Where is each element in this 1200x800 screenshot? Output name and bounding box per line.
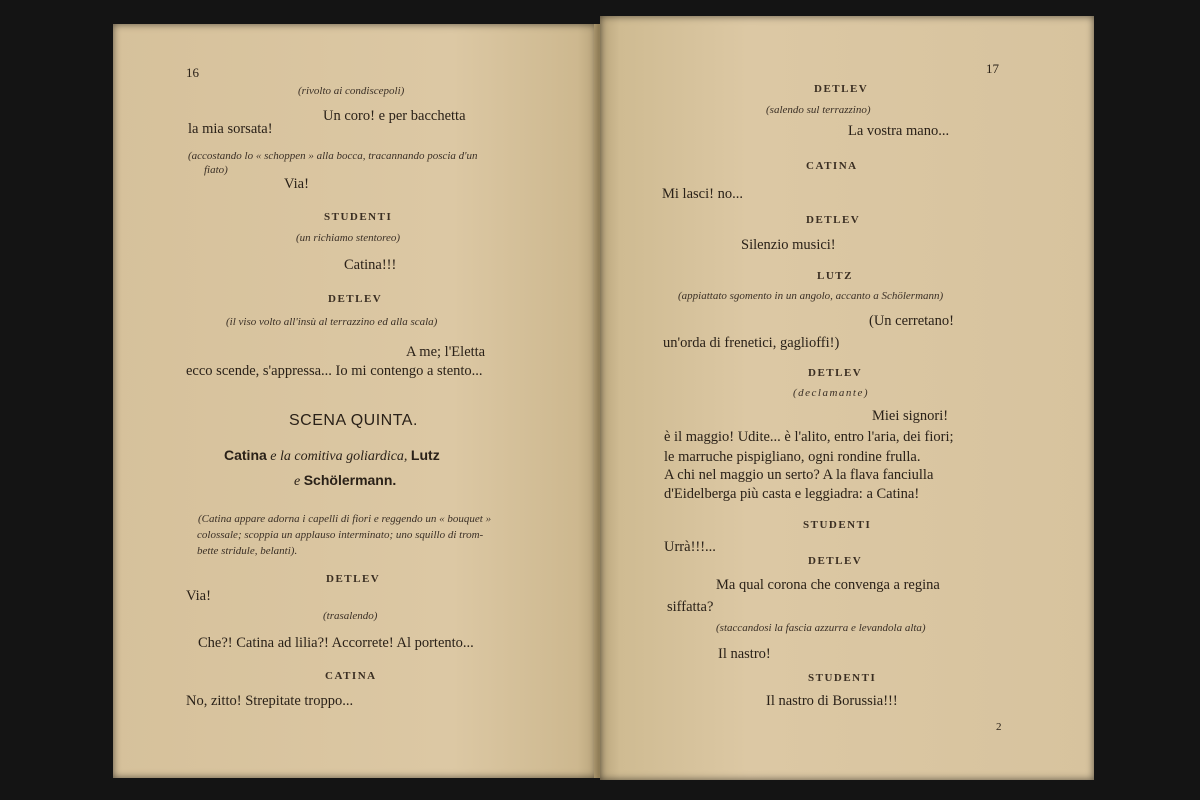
stage-direction: (salendo sul terrazzino) xyxy=(766,104,871,116)
verse-line: Miei signori! xyxy=(872,408,949,424)
stage-direction: (Catina appare adorna i capelli di fiori e reggendo un « bouquet » xyxy=(198,513,492,525)
verse-line: un'orda di frenetici, gaglioffi!) xyxy=(663,335,840,351)
stage-direction: (rivolto ai condiscepoli) xyxy=(298,85,405,97)
speaker-name: DETLEV xyxy=(806,214,861,226)
verse-line: A me; l'Eletta xyxy=(406,344,486,360)
speaker-name: STUDENTI xyxy=(803,519,872,531)
stage-direction: (trasalendo) xyxy=(323,610,378,622)
verse-line: siffatta? xyxy=(667,599,714,615)
speaker-name: CATINA xyxy=(806,160,858,172)
verse-line: la mia sorsata! xyxy=(188,121,273,137)
verse-line: Silenzio musici! xyxy=(741,237,836,253)
verse-line: le marruche pispigliano, ogni rondine frulla. xyxy=(664,449,921,465)
cast-conjunction: e xyxy=(294,474,301,489)
stage-direction: (staccandosi la fascia azzurra e levandola alta) xyxy=(716,622,926,634)
stage-direction: (il viso volto all'insù al terrazzino ed alla scala) xyxy=(226,316,438,328)
speaker-name: DETLEV xyxy=(808,367,863,379)
verse-line: Che?! Catina ad lilia?! Accorrete! Al portento... xyxy=(198,635,474,651)
verse-line: Il nastro di Borussia!!! xyxy=(766,693,898,709)
stage-direction: (declamante) xyxy=(793,387,870,399)
speaker-name: DETLEV xyxy=(814,83,869,95)
verse-line: Via! xyxy=(284,176,309,192)
speaker-name: CATINA xyxy=(325,670,377,682)
verse-line: Il nastro! xyxy=(718,646,771,662)
verse-line: d'Eidelberga più casta e leggiadra: a Catina! xyxy=(664,486,920,502)
verse-line: è il maggio! Udite... è l'alito, entro l'aria, dei fiori; xyxy=(664,429,954,445)
verse-line: Mi lasci! no... xyxy=(662,186,743,202)
verse-line: Un coro! e per bacchetta xyxy=(323,108,466,124)
speaker-name: LUTZ xyxy=(817,270,853,282)
left-page xyxy=(113,24,597,778)
stage-direction: bette stridule, belanti). xyxy=(197,545,298,557)
stage-direction: fiato) xyxy=(204,164,228,176)
speaker-name: DETLEV xyxy=(808,555,863,567)
verse-line: Ma qual corona che convenga a regina xyxy=(716,577,940,593)
page-number-left: 16 xyxy=(186,65,199,80)
verse-line: A chi nel maggio un serto? A la flava fanciulla xyxy=(664,467,934,483)
cast-text: e la comitiva goliardica, xyxy=(270,449,408,464)
stage-direction: colossale; scoppia un applauso interminato; uno squillo di trom- xyxy=(197,529,484,541)
page-number-right: 17 xyxy=(986,61,999,76)
cast-name-lutz: Lutz xyxy=(410,447,440,463)
verse-line: ecco scende, s'appressa... Io mi contengo a stento... xyxy=(186,363,483,379)
speaker-name: STUDENTI xyxy=(808,672,877,684)
cast-name-scholermann: Schölermann. xyxy=(303,472,397,488)
speaker-name: DETLEV xyxy=(328,293,383,305)
cast-line xyxy=(224,448,440,464)
scene-heading: SCENA QUINTA. xyxy=(289,412,418,429)
signature-mark: 2 xyxy=(996,721,1002,733)
verse-line: Urrà!!!... xyxy=(664,539,716,555)
verse-line: Catina!!! xyxy=(344,257,397,273)
cast-line xyxy=(294,473,396,489)
cast-name-catina: Catina xyxy=(224,447,267,463)
stage-direction: (un richiamo stentoreo) xyxy=(296,232,401,244)
verse-line: (Un cerretano! xyxy=(869,313,954,329)
speaker-name: STUDENTI xyxy=(324,211,393,223)
stage-direction: (accostando lo « schoppen » alla bocca, tracannando poscia d'un xyxy=(188,150,478,162)
verse-line: Via! xyxy=(186,588,211,604)
verse-line: La vostra mano... xyxy=(848,123,950,139)
stage-direction: (appiattato sgomento in un angolo, accanto a Schölermann) xyxy=(678,290,944,302)
verse-line: No, zitto! Strepitate troppo... xyxy=(186,693,354,709)
speaker-name: DETLEV xyxy=(326,573,381,585)
